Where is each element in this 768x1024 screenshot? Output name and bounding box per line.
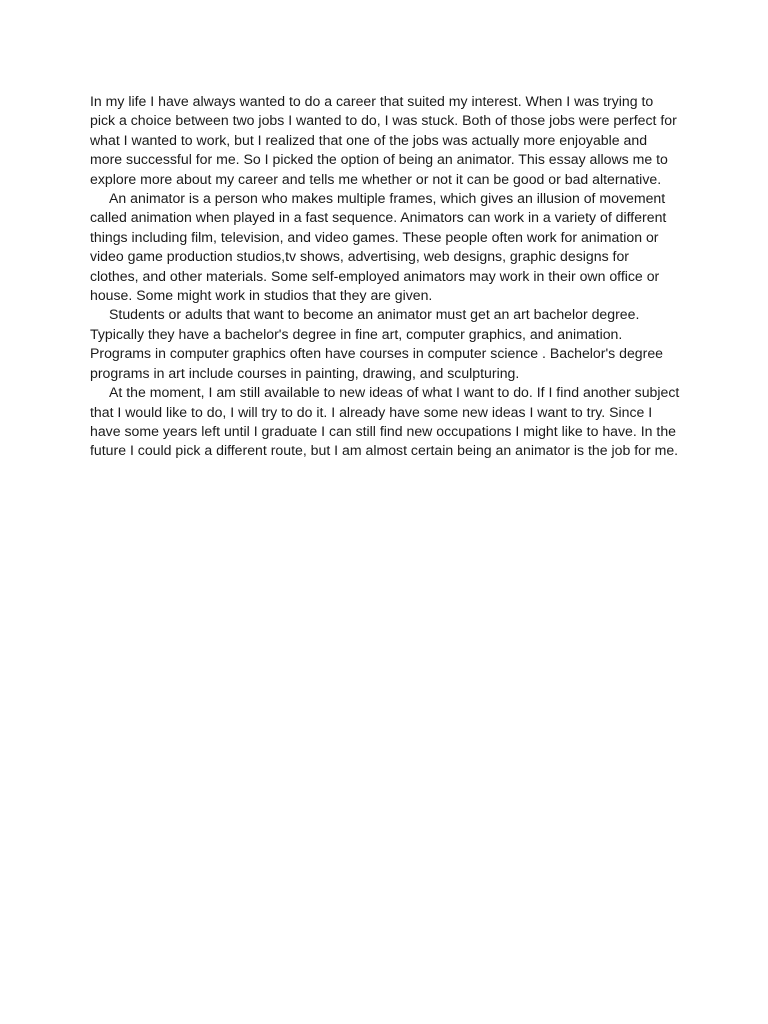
essay-paragraph-intro: In my life I have always wanted to do a career that suited my interest. When I was trying to pick a choice between two jobs I wanted to do, I was stuck. Both of those jobs were perfect for what I wanted to work, but I realized that one of the jobs was actually more enjoyable and more successful for me. So I picked the option of being an animator. This essay allows me to explore more about my career and tells me whether or not it can be good or bad alternative. xyxy=(90,93,677,187)
essay-paragraph-education: Students or adults that want to become an animator must get an art bachelor degree. Typically they have a bachelor's degree in fine art, computer graphics, and animation. Programs in computer graphics often have courses in computer science . Bachelor's degree programs in art include courses in painting, drawing, and sculpturing. xyxy=(90,306,663,381)
essay-paragraph-conclusion: At the moment, I am still available to new ideas of what I want to do. If I find another subject that I would like to do, I will try to do it. I already have some new ideas I want to try. Since I have some years left until I graduate I can still find new occupations I might like to have. In the future I could pick a different route, but I am almost certain being an animator is the job for me. xyxy=(90,384,680,459)
essay-body xyxy=(90,92,680,461)
essay-paragraph-definition: An animator is a person who makes multiple frames, which gives an illusion of movement called animation when played in a fast sequence. Animators can work in a variety of different things including film, television, and video games. These people often work for animation or video game production studios,tv shows, advertising, web designs, graphic designs for clothes, and other materials. Some self-employed animators may work in their own office or house. Some might work in studios that they are given. xyxy=(90,190,667,304)
